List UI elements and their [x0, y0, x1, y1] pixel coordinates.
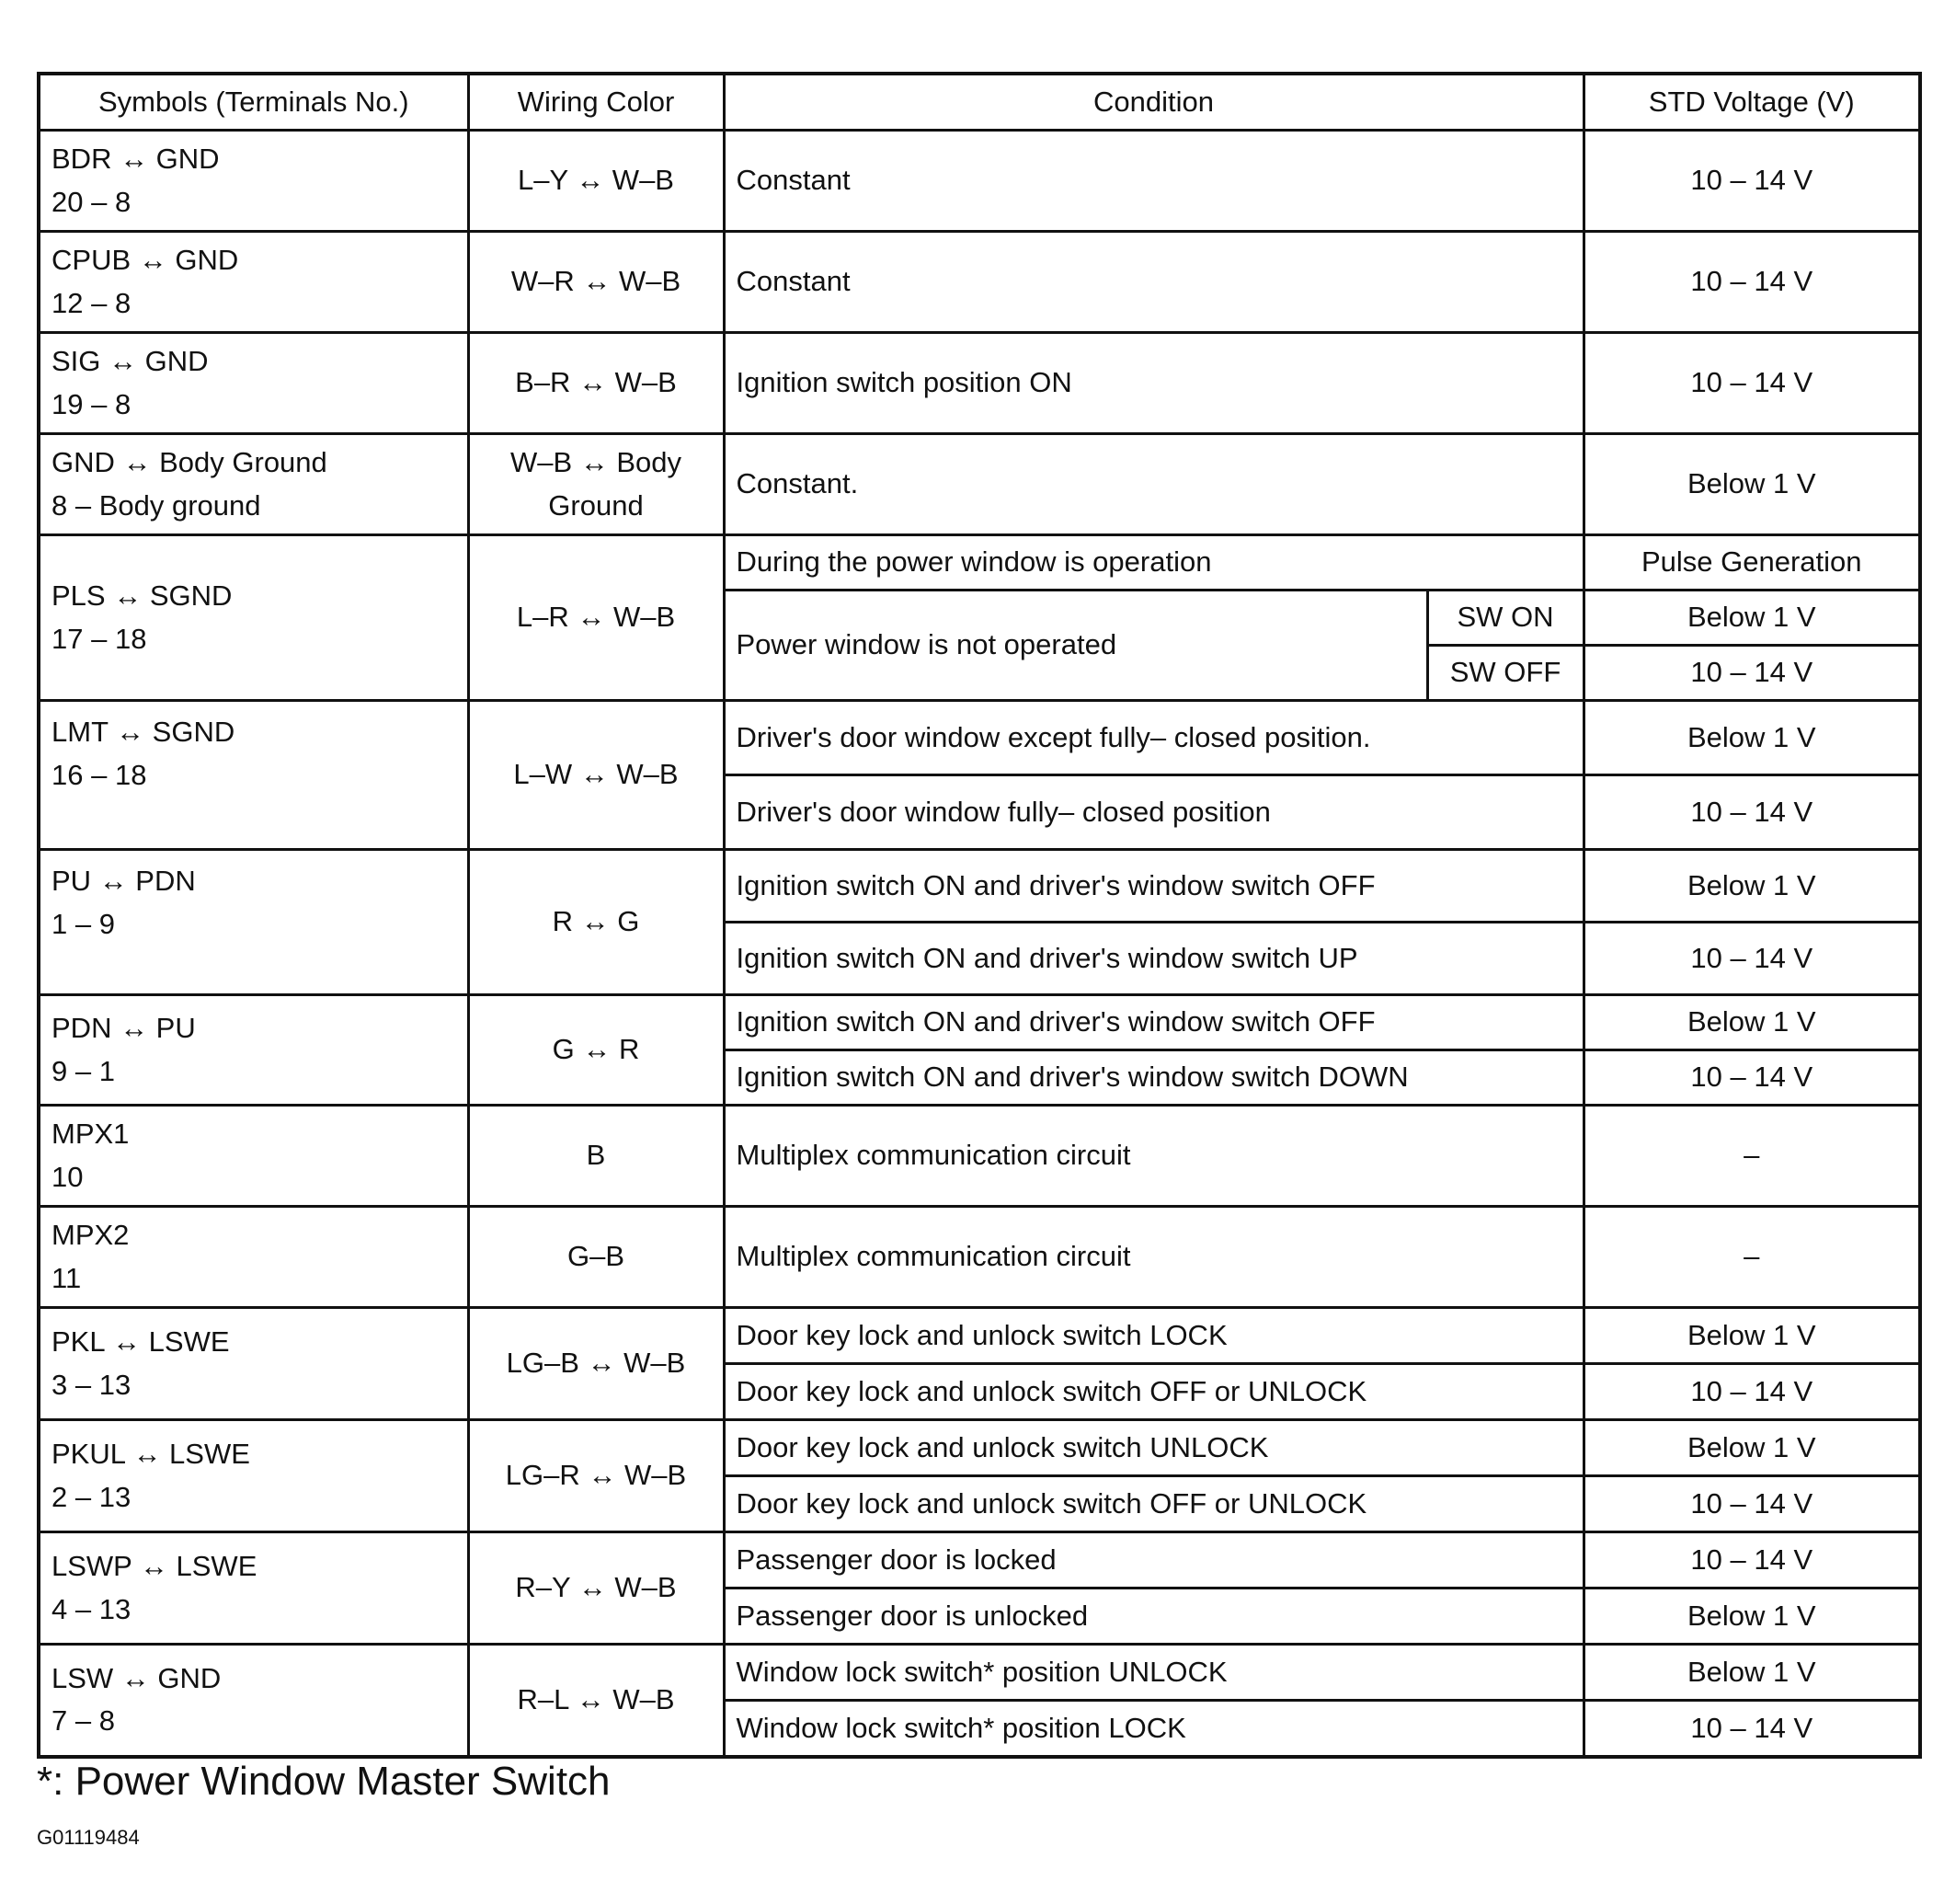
header-wiring-color: Wiring Color [468, 74, 724, 131]
condition-cell: Constant. [724, 434, 1584, 535]
voltage-cell: 10 – 14 V [1584, 775, 1920, 850]
table-row [39, 333, 1920, 434]
table-row [39, 131, 1920, 232]
voltage-cell: 10 – 14 V [1584, 1050, 1920, 1106]
figure-id: G01119484 [37, 1826, 140, 1849]
condition-cell: Door key lock and unlock switch UNLOCK [724, 1420, 1584, 1476]
terminal-text: 3 – 13 [51, 1368, 132, 1401]
table-row [39, 995, 1920, 1050]
condition-cell: Constant [724, 232, 1584, 333]
voltage-cell: – [1584, 1207, 1920, 1308]
voltage-cell: Pulse Generation [1584, 535, 1920, 591]
condition-cell: Passenger door is locked [724, 1532, 1584, 1589]
voltage-cell: Below 1 V [1584, 850, 1920, 923]
condition-cell: Door key lock and unlock switch OFF or UNLOCK [724, 1476, 1584, 1532]
voltage-cell: 10 – 14 V [1584, 923, 1920, 995]
wiring-color-cell: L–W ↔ W–B [468, 701, 724, 850]
symbol-cell [39, 333, 468, 434]
condition-cell: Multiplex communication circuit [724, 1106, 1584, 1207]
condition-cell: Constant [724, 131, 1584, 232]
condition-cell: During the power window is operation [724, 535, 1584, 591]
symbol-text: PLS ↔ SGND [51, 579, 233, 612]
wiring-color-line1: W–B ↔ Body [509, 446, 682, 478]
condition-cell: Door key lock and unlock switch OFF or UNLOCK [724, 1364, 1584, 1420]
condition-cell: Ignition switch position ON [724, 333, 1584, 434]
wiring-color-cell: R ↔ G [468, 850, 724, 995]
switch-state-cell: SW ON [1427, 591, 1584, 646]
condition-cell: Door key lock and unlock switch LOCK [724, 1308, 1584, 1364]
condition-cell: Power window is not operated [724, 591, 1427, 701]
voltage-cell: 10 – 14 V [1584, 232, 1920, 333]
terminal-text: 11 [51, 1261, 82, 1294]
voltage-cell: Below 1 V [1584, 995, 1920, 1050]
table-row [39, 1308, 1920, 1364]
table-row [39, 701, 1920, 775]
table-row [39, 1420, 1920, 1476]
wiring-color-cell: B [468, 1106, 724, 1207]
condition-cell: Window lock switch* position LOCK [724, 1701, 1584, 1757]
voltage-cell: Below 1 V [1584, 434, 1920, 535]
wiring-color-cell: W–R ↔ W–B [468, 232, 724, 333]
wiring-color-cell: G–B [468, 1207, 724, 1308]
terminal-voltage-table [37, 72, 1922, 1759]
terminal-text: 12 – 8 [51, 286, 132, 319]
voltage-cell: 10 – 14 V [1584, 333, 1920, 434]
header-row [39, 74, 1920, 131]
table-row [39, 1106, 1920, 1207]
symbol-text: LSWP ↔ LSWE [51, 1550, 257, 1582]
terminal-text: 2 – 13 [51, 1480, 132, 1513]
switch-state-cell: SW OFF [1427, 646, 1584, 701]
wiring-color-cell: G ↔ R [468, 995, 724, 1106]
condition-cell: Driver's door window fully– closed position [724, 775, 1584, 850]
symbol-cell [39, 434, 468, 535]
terminal-text: 8 – Body ground [51, 488, 261, 522]
symbol-text: GND ↔ Body Ground [51, 446, 327, 478]
table-row [39, 1532, 1920, 1589]
wiring-color-cell: L–Y ↔ W–B [468, 131, 724, 232]
symbol-cell [39, 1645, 468, 1757]
voltage-cell: 10 – 14 V [1584, 1476, 1920, 1532]
wiring-color-line2: Ground [548, 488, 644, 522]
table-row [39, 850, 1920, 923]
table-row [39, 1207, 1920, 1308]
symbol-cell [39, 1106, 468, 1207]
header-symbols: Symbols (Terminals No.) [39, 74, 468, 131]
terminal-text: 19 – 8 [51, 387, 132, 420]
symbol-text: BDR ↔ GND [51, 143, 220, 175]
voltage-cell: Below 1 V [1584, 1308, 1920, 1364]
voltage-cell: Below 1 V [1584, 1589, 1920, 1645]
terminal-text: 16 – 18 [51, 758, 147, 791]
symbol-text: PU ↔ PDN [51, 865, 196, 897]
voltage-cell: Below 1 V [1584, 1420, 1920, 1476]
symbol-cell [39, 131, 468, 232]
condition-cell: Ignition switch ON and driver's window switch OFF [724, 995, 1584, 1050]
symbol-cell [39, 701, 468, 850]
symbol-cell [39, 1207, 468, 1308]
condition-cell: Ignition switch ON and driver's window switch UP [724, 923, 1584, 995]
voltage-table-container [37, 72, 1918, 1759]
wiring-color-cell: L–R ↔ W–B [468, 535, 724, 701]
voltage-cell: 10 – 14 V [1584, 646, 1920, 701]
voltage-cell: Below 1 V [1584, 1645, 1920, 1701]
symbol-cell [39, 232, 468, 333]
table-row [39, 232, 1920, 333]
symbol-cell [39, 1532, 468, 1645]
table-row [39, 535, 1920, 591]
voltage-cell: Below 1 V [1584, 701, 1920, 775]
voltage-cell: 10 – 14 V [1584, 1701, 1920, 1757]
voltage-cell: 10 – 14 V [1584, 131, 1920, 232]
voltage-cell: 10 – 14 V [1584, 1532, 1920, 1589]
wiring-color-cell: R–L ↔ W–B [468, 1645, 724, 1757]
table-row [39, 434, 1920, 535]
condition-cell: Ignition switch ON and driver's window switch DOWN [724, 1050, 1584, 1106]
symbol-cell [39, 1308, 468, 1420]
header-std-voltage: STD Voltage (V) [1584, 74, 1920, 131]
condition-cell: Window lock switch* position UNLOCK [724, 1645, 1584, 1701]
table-row [39, 1645, 1920, 1701]
footnote: *: Power Window Master Switch [37, 1759, 611, 1804]
voltage-cell: – [1584, 1106, 1920, 1207]
symbol-text: MPX1 [51, 1118, 130, 1150]
wiring-color-cell: R–Y ↔ W–B [468, 1532, 724, 1645]
symbol-text: LMT ↔ SGND [51, 716, 235, 748]
symbol-text: PKUL ↔ LSWE [51, 1438, 250, 1470]
condition-cell: Multiplex communication circuit [724, 1207, 1584, 1308]
symbol-cell [39, 535, 468, 701]
symbol-cell [39, 1420, 468, 1532]
terminal-text: 17 – 18 [51, 622, 147, 655]
symbol-text: LSW ↔ GND [51, 1661, 222, 1694]
condition-cell: Passenger door is unlocked [724, 1589, 1584, 1645]
symbol-cell [39, 995, 468, 1106]
condition-cell: Ignition switch ON and driver's window switch OFF [724, 850, 1584, 923]
terminal-text: 1 – 9 [51, 907, 115, 940]
terminal-text: 4 – 13 [51, 1592, 132, 1625]
terminal-text: 9 – 1 [51, 1054, 115, 1087]
header-condition: Condition [724, 74, 1584, 131]
symbol-text: CPUB ↔ GND [51, 244, 239, 276]
wiring-color-cell [468, 434, 724, 535]
terminal-text: 7 – 8 [51, 1704, 115, 1738]
wiring-color-cell: LG–B ↔ W–B [468, 1308, 724, 1420]
condition-cell: Driver's door window except fully– closed position. [724, 701, 1584, 775]
terminal-text: 20 – 8 [51, 185, 132, 218]
symbol-text: PDN ↔ PU [51, 1012, 196, 1044]
voltage-cell: Below 1 V [1584, 591, 1920, 646]
symbol-text: MPX2 [51, 1219, 130, 1251]
symbol-cell [39, 850, 468, 995]
symbol-text: SIG ↔ GND [51, 345, 209, 377]
wiring-color-cell: B–R ↔ W–B [468, 333, 724, 434]
symbol-text: PKL ↔ LSWE [51, 1325, 230, 1358]
wiring-color-cell: LG–R ↔ W–B [468, 1420, 724, 1532]
terminal-text: 10 [51, 1160, 84, 1193]
voltage-cell: 10 – 14 V [1584, 1364, 1920, 1420]
